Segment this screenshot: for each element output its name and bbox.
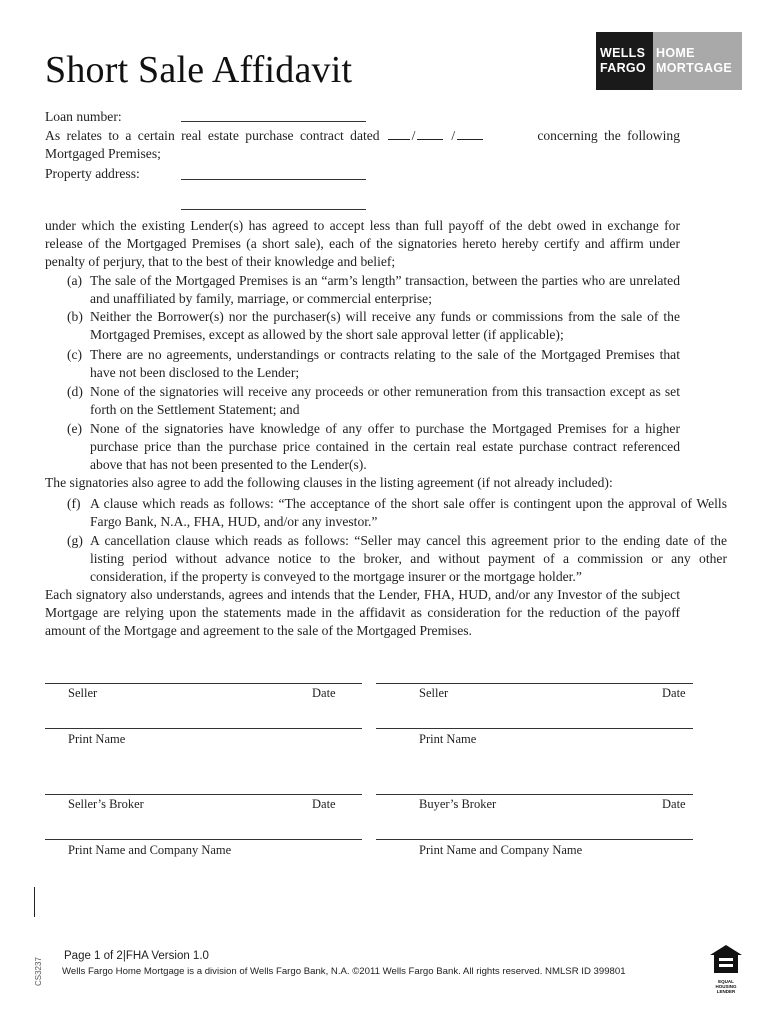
seller-label: Seller [68,686,98,700]
page-title: Short Sale Affidavit [45,49,353,91]
list-item [67,420,680,473]
buyers-broker-signature-line[interactable] [376,794,693,795]
buyers-broker-print-line[interactable] [376,839,693,840]
list-item [67,346,680,382]
date-label: Date [662,686,686,700]
item-text: A cancellation clause which reads as follows: “Seller may cancel this agreement prior to the ending date of the listing period without advance notice to the broker, and without payment of a commission or any other consideration, if the property is conveyed to the mortgage insurer or the mortgage holder.” [90,533,727,584]
seller-signature-line-right[interactable] [376,683,693,684]
sellers-broker-label: Seller’s Broker [68,797,144,811]
equal-housing-lender-icon [708,944,744,994]
contract-year-field[interactable] [457,127,483,140]
seller-print-name-line-left[interactable] [45,728,362,729]
footer-disclaimer: Wells Fargo Home Mortgage is a division of Wells Fargo Bank, N.A. ©2011 Wells Fargo Bank. All rights reserved. NMLSR ID 399801 [62,966,626,977]
property-address-field-line1[interactable] [181,179,366,180]
list-item [67,272,680,308]
intro-paragraph: under which the existing Lender(s) has agreed to accept less than full payoff of the debt owed in exchange for release of the Mortgaged Premises (a short sale), each of the signatories hereto hereby certify and affirm under penalty of perjury, that to the best of their knowledge and belief; [45,218,680,269]
also-agree-paragraph: The signatories also agree to add the following clauses in the listing agreement (if not already included): [45,475,613,490]
logo-wells-fargo-block [596,32,653,90]
form-code: CS3237 [34,957,43,986]
print-name-label: Print Name [68,732,126,746]
house-icon [708,944,744,974]
item-label: (b) [67,309,83,324]
print-name-company-label: Print Name and Company Name [419,843,583,857]
closing-paragraph: Each signatory also understands, agrees and intends that the Lender, FHA, HUD, and/or any Investor of the subject Mortgage are relying upon the statements made in the affidavit as consideration for the reduction of the payoff amount of the Mortgage and agreement to the sale of the Mortgaged Premises. [45,587,680,638]
item-label: (e) [67,421,83,436]
list-item [67,495,727,531]
item-label: (d) [67,384,83,399]
form-code-container [32,944,48,986]
loan-number-field[interactable] [181,121,366,122]
date-label: Date [662,797,686,811]
list-item [67,383,680,419]
item-label: (g) [67,533,83,548]
item-label: (c) [67,347,83,362]
sellers-broker-print-line[interactable] [45,839,362,840]
item-text: There are no agreements, understandings or contracts relating to the sale of the Mortgaged Premises that have not been disclosed to the Lender; [90,347,680,380]
property-address-label: Property address: [45,166,140,181]
mortgaged-premises-text: Mortgaged Premises; [45,146,161,161]
contract-date-row [45,127,680,145]
item-text: None of the signatories have knowledge of any offer to purchase the Mortgaged Premises for a higher purchase price than the purchase price contained in the certain real estate purchase contract referenced above that has not been presented to the Lender(s). [90,421,680,472]
concerning-text: concerning the following [537,128,680,143]
sellers-broker-signature-line[interactable] [45,794,362,795]
property-address-field-line2[interactable] [181,209,366,210]
item-label: (f) [67,496,81,511]
print-name-company-label: Print Name and Company Name [68,843,232,857]
item-text: Neither the Borrower(s) nor the purchaser(s) will receive any funds or commissions from the sale of the Mortgaged Premises, except as allowed by the short sale approval letter (if applicable); [90,309,680,342]
logo-text: WELLS [600,46,646,60]
loan-number-label: Loan number: [45,109,122,124]
contract-month-field[interactable] [388,127,410,140]
logo-text: MORTGAGE [656,61,733,75]
equal-housing-lender-text: EQUAL HOUSING LENDER [715,979,737,994]
date-separator: / [411,128,416,143]
item-label: (a) [67,273,83,288]
item-text: None of the signatories will receive any proceeds or other remuneration from this transaction except as set forth on the Settlement Statement; and [90,384,680,417]
list-item [67,308,680,344]
wells-fargo-home-mortgage-logo [596,32,742,90]
logo-home-mortgage-block [653,32,742,90]
seller-signature-line-left[interactable] [45,683,362,684]
margin-mark [34,887,35,917]
item-text: The sale of the Mortgaged Premises is an “arm’s length” transaction, between the parties who are unrelated and unaffiliated by family, marriage, or commercial enterprise; [90,273,680,306]
seller-label: Seller [419,686,449,700]
relates-text: As relates to a certain real estate purchase contract dated [45,128,380,143]
list-item [67,532,727,585]
print-name-label: Print Name [419,732,477,746]
date-label: Date [312,686,336,700]
loan-number-row [45,108,122,126]
buyers-broker-label: Buyer’s Broker [419,797,497,811]
date-label: Date [312,797,336,811]
item-text: A clause which reads as follows: “The acceptance of the short sale offer is contingent upon the approval of Wells Fargo Bank, N.A., FHA, HUD, and/or any investor.” [90,496,727,529]
logo-text: FARGO [600,61,646,75]
contract-day-field[interactable] [417,127,443,140]
logo-text: HOME [656,46,695,60]
page-info: Page 1 of 2|FHA Version 1.0 [64,950,209,962]
date-separator: / [451,128,456,143]
seller-print-name-line-right[interactable] [376,728,693,729]
